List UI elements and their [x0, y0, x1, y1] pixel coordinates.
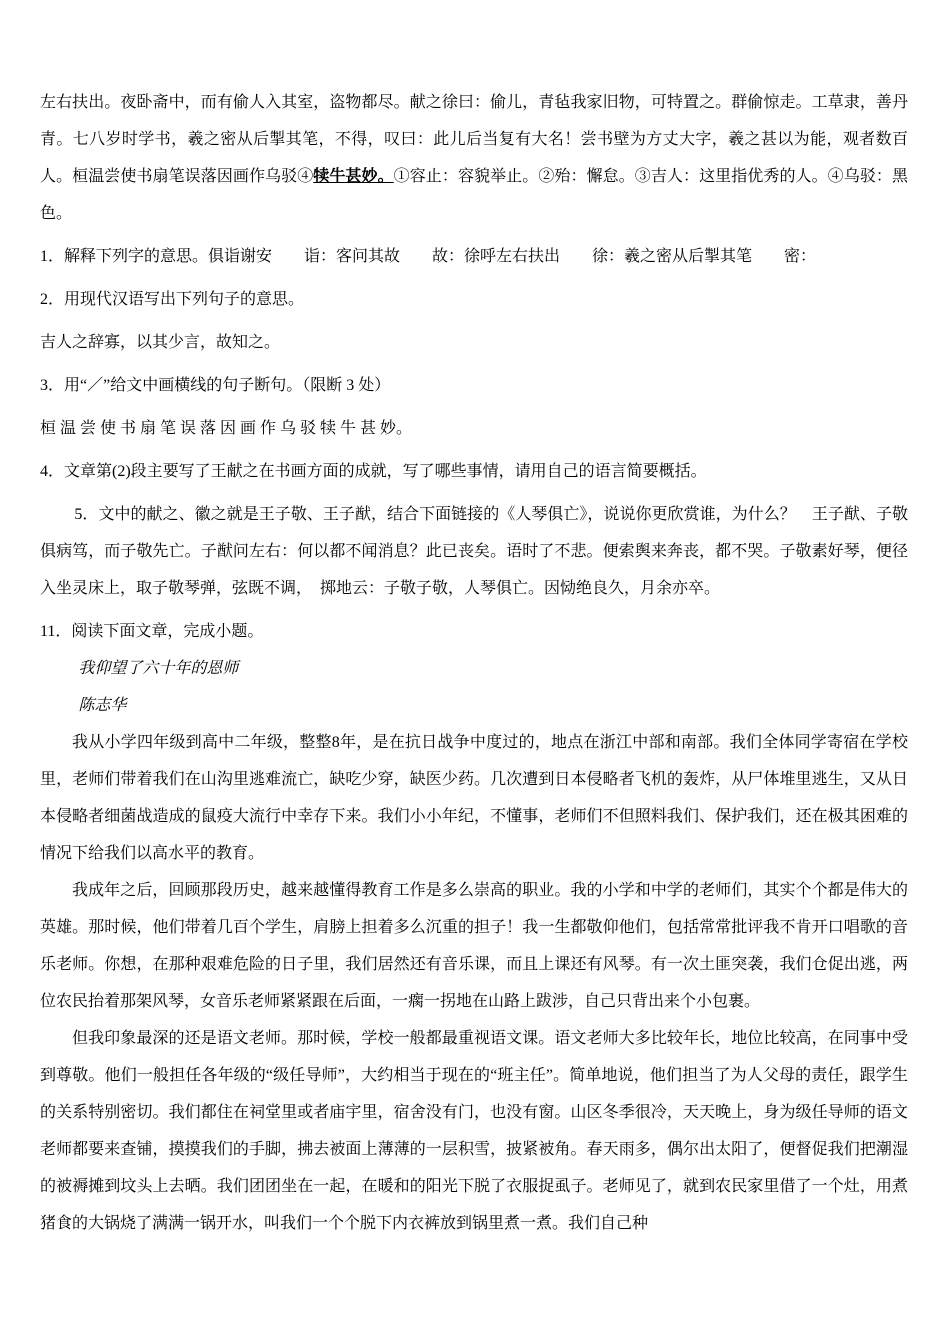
- question-3: 3．用“／”给文中画横线的句子断句。（限断 3 处）: [40, 377, 391, 394]
- essay-paragraph-1: 我从小学四年级到高中二年级，整整8年，是在抗日战争中度过的，地点在浙江中部和南部。我们全体同学寄宿在学校里，老师们带着我们在山沟里逃难流亡，缺吃少穿，缺医少药。几次遭到日本侵略者飞机的轰炸，从尸体堆里逃生，又从日本侵略者细菌战造成的鼠疫大流行中幸存下来。我们小小年纪，不懂事，老师们不但照料我们、保护我们，还在极其困难的情况下给我们以高水平的教育。: [40, 734, 908, 862]
- passage-footnotes: ①容止：容貌举止。②殆：懈怠。③吉人：这里指优秀的人。④乌驳：黑色。: [40, 168, 908, 222]
- question-5: 5．文中的献之、徽之就是王子敬、王子猷，结合下面链接的《人琴俱亡》，说说你更欣赏谁，为什么？ 王子猷、子敬俱病笃，而子敬先亡。子猷问左右：何以都不闻消息？此已丧矣。语时了不悲。便索舆来奔丧，都不哭。子敬素好琴，便径入坐灵床上，取子敬琴弹，弦既不调， 掷地云：子敬子敬，人琴俱亡。因恸绝良久，月余亦卒。: [40, 506, 908, 597]
- passage-underlined-phrase: 犊牛甚妙。: [313, 168, 394, 185]
- question-3-sentence: 桓 温 尝 使 书 扇 笔 误 落 因 画 作 乌 驳 犊 牛 甚 妙。: [40, 420, 413, 437]
- essay-paragraph-3: 但我印象最深的还是语文老师。那时候，学校一般都最重视语文课。语文老师大多比较年长，地位比较高，在同事中受到尊敬。他们一般担任各年级的“级任导师”，大约相当于现在的“班主任”。简单地说，他们担当了为人父母的责任，跟学生的关系特别密切。我们都住在祠堂里或者庙宇里，宿舍没有门，也没有窗。山区冬季很冷，天天晚上，身为级任导师的语文老师都要来查铺，摸摸我们的手脚，拂去被面上薄薄的一层积雪，披紧被角。春天雨多，偶尔出太阳了，便督促我们把潮湿的被褥摊到坟头上去晒。我们团团坐在一起，在暖和的阳光下脱了衣服捉虱子。老师见了，就到农民家里借了一个灶，用煮猪食的大锅烧了满满一锅开水，叫我们一个个脱下内衣裤放到锅里煮一煮。我们自己种: [40, 1030, 908, 1232]
- question-1: 1．解释下列字的意思。俱诣谢安 诣：客问其故 故：徐呼左右扶出 徐：羲之密从后掣其笔 密：: [40, 248, 817, 265]
- question-2: 2．用现代汉语写出下列句子的意思。: [40, 291, 305, 308]
- question-4: 4．文章第(2)段主要写了王献之在书画方面的成就，写了哪些事情，请用自己的语言简要概括。: [40, 463, 707, 480]
- question-2-sentence: 吉人之辞寡，以其少言，故知之。: [40, 334, 281, 351]
- passage-text-part1: 左右扶出。夜卧斋中，而有偷人入其室，盗物都尽。献之徐曰：偷儿，青毡我家旧物，可特置之。群偷惊走。工草隶，善丹青。七八岁时学书，羲之密从后掣其笔，不得，叹曰：此儿后当复有大名！尝书壁为方丈大字，羲之甚以为能，观者数百人。桓温尝使书扇笔误落因画作乌驳④: [40, 94, 908, 185]
- essay-paragraph-2: 我成年之后，回顾那段历史，越来越懂得教育工作是多么崇高的职业。我的小学和中学的老师们，其实个个都是伟大的英雄。那时候，他们带着几百个学生，肩膀上担着多么沉重的担子！我一生都敬仰他们，包括常常批评我不肯开口唱歌的音乐老师。你想，在那种艰难危险的日子里，我们居然还有音乐课，而且上课还有风琴。有一次土匪突袭，我们仓促出逃，两位农民抬着那架风琴，女音乐老师紧紧跟在后面，一瘸一拐地在山路上跋涉，自己只背出来个小包裹。: [40, 882, 908, 1010]
- essay-title: 我仰望了六十年的恩师: [78, 660, 239, 677]
- question-11: 11．阅读下面文章，完成小题。: [40, 623, 264, 640]
- classical-passage: [40, 84, 908, 232]
- essay-author: 陈志华: [78, 697, 127, 714]
